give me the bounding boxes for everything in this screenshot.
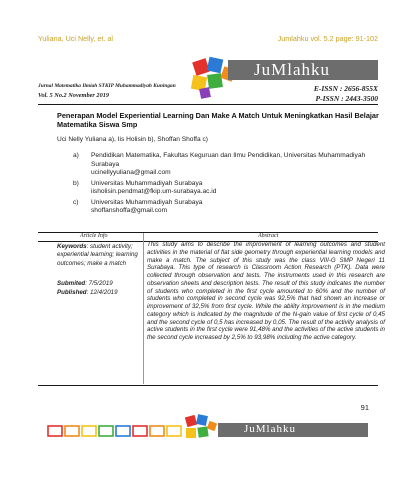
article-info [57, 243, 142, 297]
affiliation-name: Pendidikan Matematika, Fakultas Keguruan dan Ilmu Pendidikan, Universitas Muhammadiyah Surabaya [91, 152, 366, 168]
keywords-value: : student activity; experiential learning; learning outcomes; make a match [57, 243, 138, 267]
journal-logo [228, 60, 378, 80]
author-list: Uci Nelly Yuliana a), Iis Holisin b), Shoffan Shoffa c) [57, 136, 208, 143]
footer-cubes-icon [182, 412, 218, 444]
journal-name: Jurnal Matematika Ilmiah STKIP Muhammadiyah Kuningan [38, 83, 176, 89]
footer-squares-icon [47, 425, 182, 437]
footer-logo-text: JuMlahku [244, 423, 296, 435]
footer-logo [218, 423, 368, 437]
submitted-label: Submited [57, 280, 86, 288]
affiliation-email[interactable]: shoffanshoffa@gmail.com [91, 207, 168, 214]
header-divider [38, 104, 378, 105]
journal-logo-text: JuMlahku [254, 60, 330, 79]
submitted [57, 280, 142, 288]
journal-volume: Vol. 5 No.2 November 2019 [38, 92, 110, 99]
paper-title: Penerapan Model Experiential Learning Dan Make A Match Untuk Meningkatkan Hasil Belajar Matematika Siswa Smp [57, 111, 379, 130]
info-bottom-rule [38, 385, 378, 386]
affiliation-a [57, 152, 377, 178]
p-issn: P-ISSN : 2443-3500 [315, 94, 378, 103]
submitted-value: : 7/5/2019 [85, 280, 113, 288]
published-value: : 12/4/2019 [86, 288, 118, 296]
affiliation-list [57, 152, 377, 218]
affiliation-letter: c) [73, 198, 79, 206]
affiliation-email[interactable]: iisholisin.pendmat@fkip.um-surabaya.ac.id [91, 188, 217, 195]
abstract-text: This study aims to describe the improvement of learning outcomes and student activities in the material of flat side geometry through experiential learning models and make a match. The subject of this study was the class VIII-G SMP Negeri 11 Surabaya. This type of research is Classroom Action Research (PTK). Data were collected through observation and tests. The instruments used in this research are observation sheets and description tests. The result of this study indicates the number of students who completed in the first cycle amounted to 60% and the number of students who completed in second cycle was 92,5% that had shown an increase or improvement of 32,5% from first cycle. While the ability improvement is in the medium category which is indicated by the magnitude of the N-gain value of first cycle of 0,45 and the second cycle of 0,5 has increased by 0,05. The result of the activity analysis of active students in the first cycle were 91,48% and the activities of the active students in the second cycle increased by 2,5% to 93,98% including the active category. [147, 241, 386, 341]
affiliation-letter: b) [73, 179, 79, 187]
published-label: Published [57, 288, 87, 296]
journal-banner [38, 52, 378, 102]
article-info-heading: Article Info [80, 233, 108, 239]
affiliation-name: Universitas Muhammadiyah Surabaya [91, 198, 203, 206]
published [57, 289, 142, 297]
running-head [38, 34, 378, 46]
abstract-heading: Abstract [258, 233, 279, 239]
e-issn: E-ISSN : 2656-855X [313, 84, 378, 93]
column-divider [143, 233, 144, 384]
affiliation-email[interactable]: ucinellyyuliana@gmail.com [91, 169, 171, 176]
page-number: 91 [360, 403, 369, 412]
affiliation-name: Universitas Muhammadiyah Surabaya [91, 179, 203, 187]
affiliation-b [57, 180, 377, 197]
keywords-label: Keywords [57, 243, 87, 250]
affiliation-letter: a) [73, 152, 79, 159]
keywords [57, 243, 142, 268]
affiliation-c [57, 199, 377, 216]
running-head-authors: Yuliana, Uci Nelly, et. al [38, 34, 113, 43]
running-head-journal: Jumlahku vol. 5.2 page: 91-102 [277, 34, 378, 43]
